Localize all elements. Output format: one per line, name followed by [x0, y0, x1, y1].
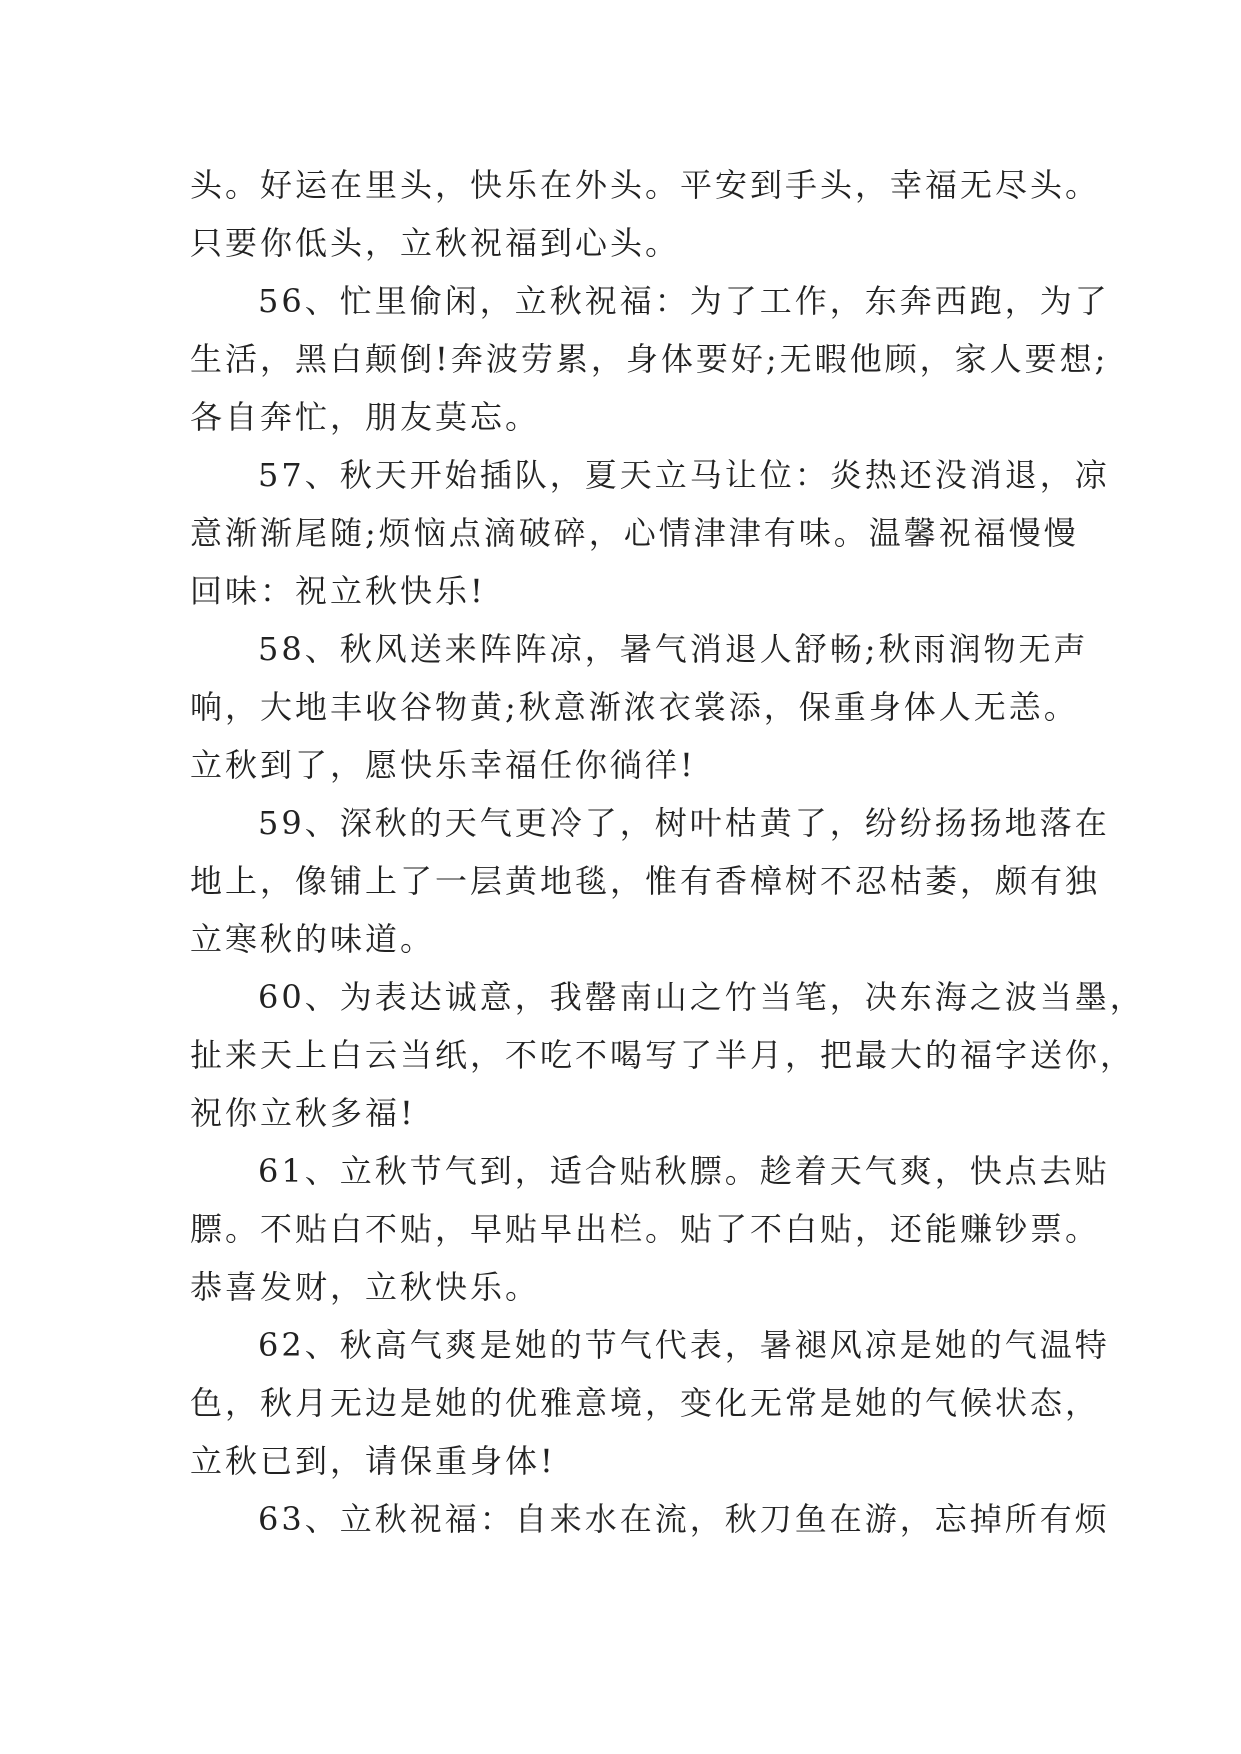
- text-line: 立寒秋的味道。: [190, 920, 436, 958]
- text-line: 各自奔忙，朋友莫忘。: [190, 398, 541, 436]
- text-line: 膘。不贴白不贴，早贴早出栏。贴了不白贴，还能赚钞票。: [190, 1210, 1101, 1248]
- text-line: 生活，黑白颠倒!奔波劳累，身体要好;无暇他顾，家人要想;: [190, 340, 1109, 378]
- text-line: 61、立秋节气到，适合贴秋膘。趁着天气爽，快点去贴: [258, 1152, 1110, 1190]
- paragraph-p61: [190, 1142, 1110, 1316]
- text-line: 回味：祝立秋快乐!: [190, 572, 486, 610]
- text-line: 响，大地丰收谷物黄;秋意渐浓衣裳添，保重身体人无恙。: [190, 688, 1079, 726]
- paragraph-p58: [190, 620, 1089, 794]
- paragraph-p62: [190, 1316, 1110, 1490]
- paragraph-p63: [190, 1490, 1110, 1548]
- text-line: 祝你立秋多福!: [190, 1094, 416, 1132]
- text-line: 59、深秋的天气更冷了，树叶枯黄了，纷纷扬扬地落在: [258, 804, 1110, 842]
- paragraph-p57: [190, 446, 1110, 620]
- text-line: 恭喜发财，立秋快乐。: [190, 1268, 541, 1306]
- paragraph-p60: [190, 968, 1145, 1142]
- text-line: 63、立秋祝福：自来水在流，秋刀鱼在游，忘掉所有烦: [258, 1500, 1110, 1538]
- text-line: 意渐渐尾随;烦恼点滴破碎，心情津津有味。温馨祝福慢慢: [190, 514, 1079, 552]
- text-line: 60、为表达诚意，我罄南山之竹当笔，决东海之波当墨，: [258, 978, 1145, 1016]
- paragraph-p55-tail: [190, 156, 1101, 272]
- text-line: 57、秋天开始插队，夏天立马让位：炎热还没消退，凉: [258, 456, 1110, 494]
- text-line: 头。好运在里头，快乐在外头。平安到手头，幸福无尽头。: [190, 166, 1101, 204]
- paragraph-p56: [190, 272, 1110, 446]
- text-line: 62、秋高气爽是她的节气代表，暑褪风凉是她的气温特: [258, 1326, 1110, 1364]
- document-body: [190, 156, 1145, 1548]
- text-line: 色，秋月无边是她的优雅意境，变化无常是她的气候状态，: [190, 1384, 1101, 1422]
- text-line: 扯来天上白云当纸，不吃不喝写了半月，把最大的福字送你，: [190, 1036, 1136, 1074]
- text-line: 56、忙里偷闲，立秋祝福：为了工作，东奔西跑，为了: [258, 282, 1110, 320]
- text-line: 立秋已到，请保重身体!: [190, 1442, 556, 1480]
- text-line: 58、秋风送来阵阵凉，暑气消退人舒畅;秋雨润物无声: [258, 630, 1089, 668]
- text-line: 地上，像铺上了一层黄地毯，惟有香樟树不忍枯萎，颇有独: [190, 862, 1101, 900]
- paragraph-p59: [190, 794, 1110, 968]
- text-line: 只要你低头，立秋祝福到心头。: [190, 224, 681, 262]
- text-line: 立秋到了，愿快乐幸福任你徜徉!: [190, 746, 696, 784]
